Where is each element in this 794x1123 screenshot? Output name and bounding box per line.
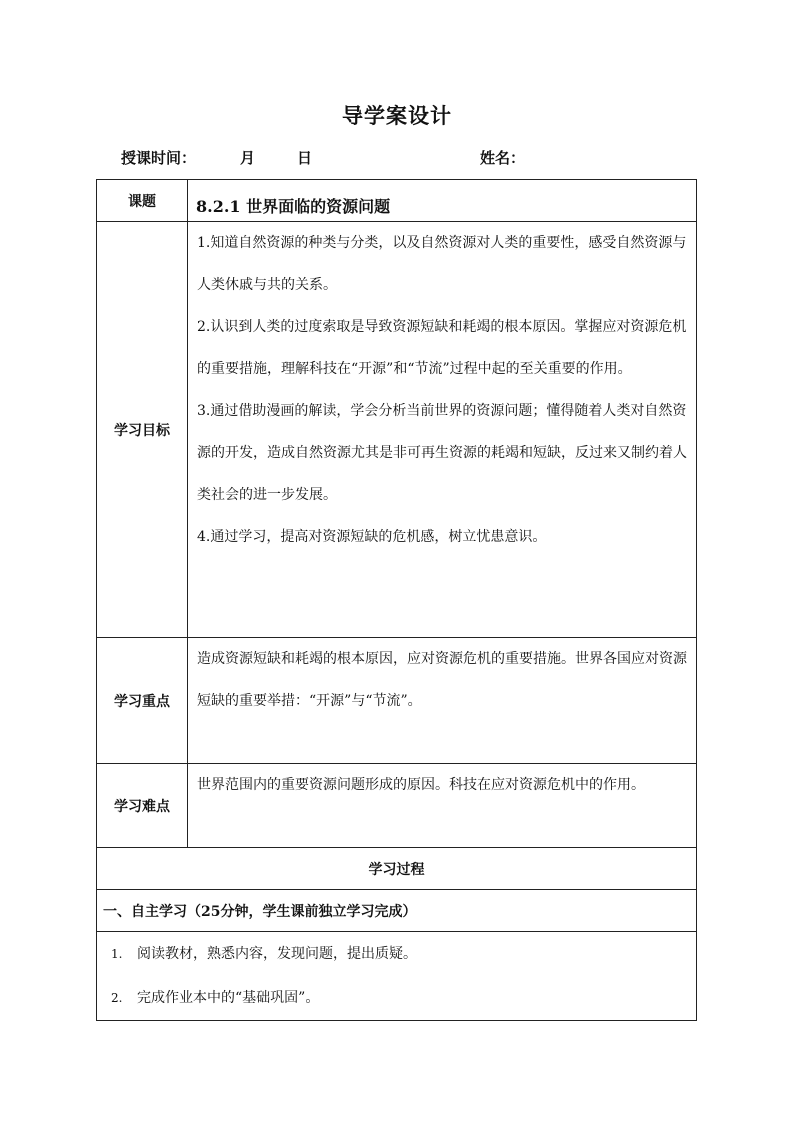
list-item-number: 1.	[111, 947, 123, 961]
difficulties-text: 世界范围内的重要资源问题形成的原因。科技在应对资源危机中的作用。	[197, 777, 645, 793]
key-points-row	[97, 638, 697, 764]
difficulties-row	[97, 764, 697, 848]
list-item-text: 阅读教材，熟悉内容，发现问题，提出质疑。	[137, 946, 417, 962]
student-name-label: 姓名：	[480, 149, 526, 167]
lesson-plan-table	[96, 179, 697, 1021]
topic-value: 8.2.1 世界面临的资源问题	[188, 180, 697, 222]
month-label: 月	[240, 149, 256, 167]
stage1-steps-row	[97, 932, 697, 1021]
list-item-number: 2.	[111, 991, 123, 1005]
objectives-label: 学习目标	[97, 222, 188, 638]
key-points-label: 学习重点	[97, 638, 188, 764]
objective-item: 3.通过借助漫画的解读，学会分析当前世界的资源问题；懂得随着人类对自然资源的开发，造成自然资源尤其是非可再生资源的耗竭和短缺，反过来又制约着人类社会的进一步发展。	[197, 403, 687, 503]
difficulties-content	[188, 764, 697, 848]
topic-label: 课题	[97, 180, 188, 222]
day-label: 日	[297, 149, 313, 167]
objectives-row	[97, 222, 697, 638]
key-points-text: 造成资源短缺和耗竭的根本原因，应对资源危机的重要措施。世界各国应对资源短缺的重要举措：“开源”与“节流”。	[197, 651, 687, 709]
objective-item: 1.知道自然资源的种类与分类，以及自然资源对人类的重要性，感受自然资源与人类休戚与共的关系。	[197, 235, 687, 293]
key-points-content	[188, 638, 697, 764]
objectives-content	[188, 222, 697, 638]
objective-item: 2.认识到人类的过度索取是导致资源短缺和耗竭的根本原因。掌握应对资源危机的重要措施，理解科技在“开源”和“节流”过程中起的至关重要的作用。	[197, 319, 687, 377]
list-item	[105, 932, 688, 976]
topic-row	[97, 180, 697, 222]
process-header-row	[97, 848, 697, 890]
process-label: 学习过程	[97, 848, 697, 890]
stage1-steps	[97, 932, 697, 1021]
teach-time-label: 授课时间：	[121, 149, 197, 167]
difficulties-label: 学习难点	[97, 764, 188, 848]
list-item	[105, 976, 688, 1020]
list-item-text: 完成作业本中的“基础巩固”。	[137, 990, 320, 1006]
stage1-title: 一、自主学习（25分钟，学生课前独立学习完成）	[97, 890, 697, 932]
stage1-header-row	[97, 890, 697, 932]
objective-item: 4.通过学习，提高对资源短缺的危机感，树立忧患意识。	[197, 529, 547, 545]
document-title: 导学案设计	[342, 103, 452, 128]
